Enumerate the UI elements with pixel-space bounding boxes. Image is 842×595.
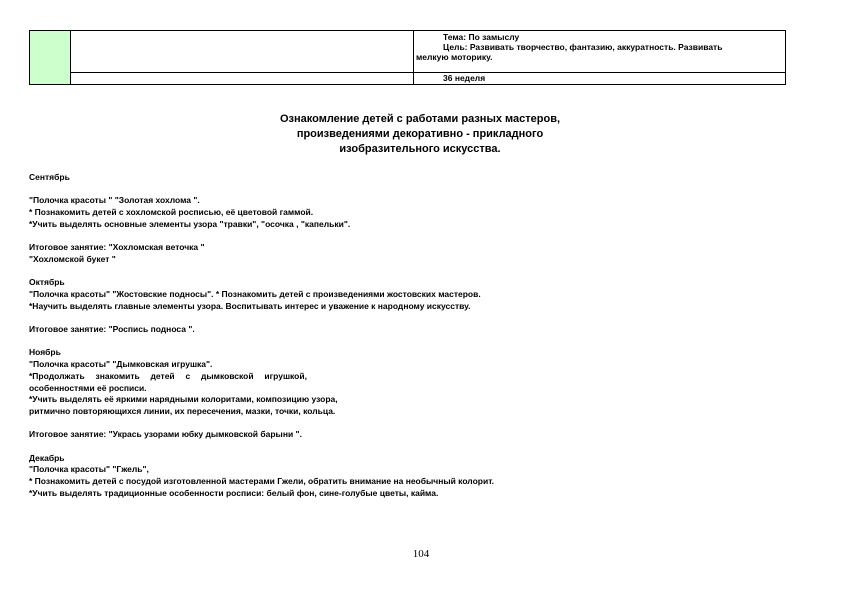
header-empty-cell <box>71 31 414 73</box>
body-line: *Учить выделять её яркими нарядными колоритами, композицию узора, <box>29 394 338 405</box>
word: детей <box>150 370 175 381</box>
word: дымковской <box>201 370 254 381</box>
body-line: "Полочка красоты" "Гжель", <box>29 464 149 475</box>
week-label: 36 неделя <box>414 73 786 85</box>
month-heading: Сентябрь <box>29 172 70 182</box>
body-line: "Полочка красоты" "Дымковская игрушка". <box>29 359 213 370</box>
header-table <box>29 30 786 85</box>
title-line: Ознакомление детей с работами разных мастеров, <box>279 113 561 125</box>
header-green-cell <box>30 31 71 85</box>
body-line: особенностями её росписи. <box>29 382 147 393</box>
body-line: *Учить выделять основные элементы узора "травки", "осочка , "капельки". <box>29 218 351 229</box>
word: игрушкой, <box>264 370 307 381</box>
body-line: * Познакомить детей с хохломской росписью, её цветовой гаммой. <box>29 207 314 218</box>
final-lesson: Итоговое занятие: "Укрась узорами юбку дымковской барыни ". <box>29 429 302 440</box>
body-line: *Научить выделять главные элементы узора. Воспитывать интерес и уважение к народному искусству. <box>29 300 471 311</box>
word: *Продолжать <box>29 370 85 381</box>
word: с <box>185 370 191 381</box>
month-heading: Ноябрь <box>29 347 61 358</box>
word: знакомить <box>95 370 140 381</box>
month-heading: Октябрь <box>29 277 65 288</box>
final-lesson: "Хохломской букет " <box>29 253 116 264</box>
document-body <box>29 172 629 500</box>
title-line: произведениями декоративно - прикладного <box>296 128 544 140</box>
goal-text-cont: мелкую моторику. <box>416 52 493 62</box>
body-line: *Учить выделять традиционные особенности росписи: белый фон, сине-голубые цветы, кайма. <box>29 487 439 498</box>
document-title <box>230 112 610 157</box>
header-info-cell <box>414 31 786 73</box>
page-number: 104 <box>412 548 430 560</box>
final-lesson: Итоговое занятие: "Роспись подноса ". <box>29 324 195 335</box>
month-heading: Декабрь <box>29 452 65 463</box>
title-line: изобразительного искусства. <box>339 143 501 155</box>
body-line: "Полочка красоты" "Жостовские подносы". * Познакомить детей с произведениями жостовских мастеров. <box>29 288 481 299</box>
body-line: * Познакомить детей с посудой изготовленной мастерами Гжели, обратить внимание на необычный колорит. <box>29 476 494 487</box>
final-lesson: Итоговое занятие: "Хохломская веточка " <box>29 242 205 253</box>
body-line-justified <box>29 371 307 383</box>
header-empty-cell-bottom <box>71 73 414 85</box>
body-line: "Полочка красоты " "Золотая хохлома ". <box>29 195 200 206</box>
theme-text: Тема: По замыслу <box>443 32 520 42</box>
goal-text: Цель: Развивать творчество, фантазию, аккуратность. Развивать <box>443 42 723 52</box>
body-line: ритмично повторяющихся линии, их пересечения, мазки, точки, кольца. <box>29 405 336 416</box>
